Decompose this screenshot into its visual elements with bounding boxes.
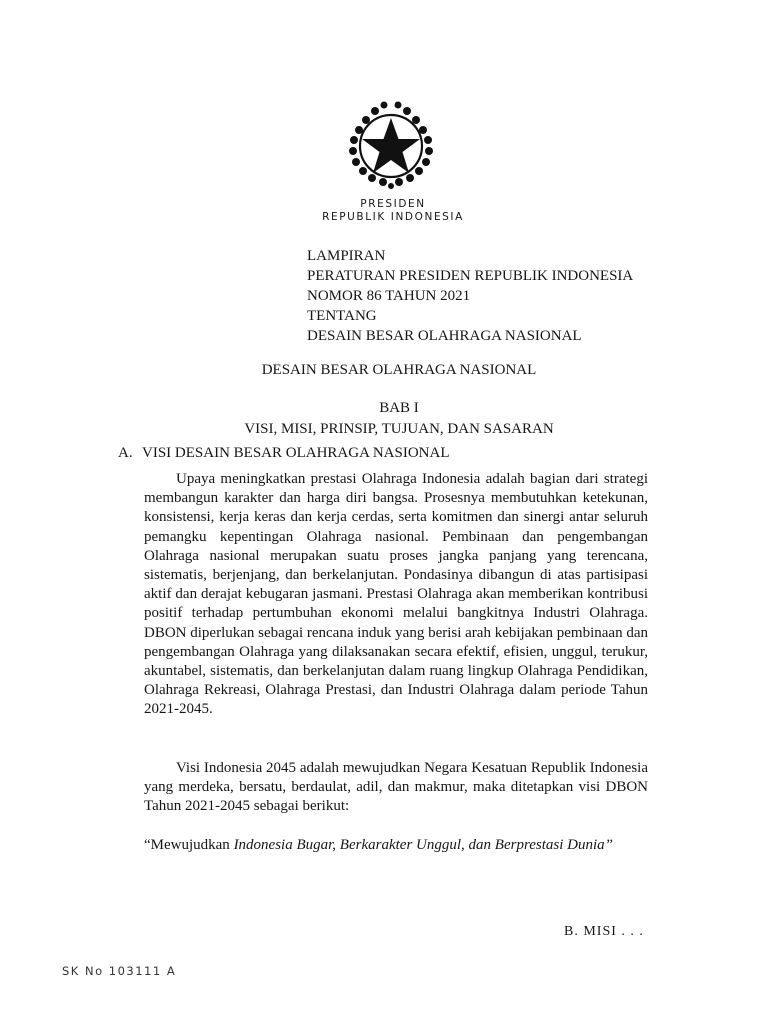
attachment-block bbox=[307, 246, 633, 346]
document-code: SK No 103111 A bbox=[62, 964, 177, 978]
regulation-name: PERATURAN PRESIDEN REPUBLIK INDONESIA bbox=[307, 268, 634, 284]
header-title-president: PRESIDEN bbox=[360, 198, 426, 210]
section-heading bbox=[118, 445, 450, 462]
vision-quote-prefix: “Mewujudkan bbox=[144, 837, 234, 853]
vision-quote-text: Indonesia Bugar, Berkarakter Unggul, dan Berprestasi Dunia” bbox=[233, 837, 613, 853]
garuda-star-wreath-emblem-icon bbox=[337, 96, 445, 192]
section-letter: A. bbox=[118, 445, 133, 461]
attachment-label: LAMPIRAN bbox=[307, 248, 386, 264]
chapter-title: VISI, MISI, PRINSIP, TUJUAN, DAN SASARAN bbox=[244, 421, 554, 437]
next-page-marker: B. MISI . . . bbox=[564, 924, 644, 939]
chapter-number: BAB I bbox=[379, 400, 419, 416]
header-title-republic: REPUBLIK INDONESIA bbox=[322, 211, 464, 223]
document-title: DESAIN BESAR OLAHRAGA NASIONAL bbox=[261, 362, 537, 378]
section-heading-text: VISI DESAIN BESAR OLAHRAGA NASIONAL bbox=[142, 445, 450, 461]
regulation-about-label: TENTANG bbox=[307, 308, 377, 324]
paragraph-1: Upaya meningkatkan prestasi Olahraga Indonesia adalah bagian dari strategi membangun karakter dan harga diri bangsa. Prosesnya membutuhkan ketekunan, konsistensi, kerja keras dan kerja cerdas, serta komitmen dan sinergi antar seluruh pemangku kepentingan Olahraga nasional. Pembinaan dan pengembangan Olahraga nasional merupakan suatu proses jangka panjang yang terencana, sistematis, berjenjang, dan berkelanjutan. Pondasinya dibangun di atas partisipasi aktif dan derajat kebugaran jasmani. Prestasi Olahraga akan memberikan kontribusi positif terhadap pertumbuhan ekonomi melalui bangkitnya Industri Olahraga. DBON diperlukan sebagai rencana induk yang berisi arah kebijakan pembinaan dan pengembangan Olahraga yang dilaksanakan secara efektif, efisien, unggul, terukur, akuntabel, sistematis, dan berkelanjutan dalam ruang lingkup Olahraga Pendidikan, Olahraga Rekreasi, Olahraga Prestasi, dan Industri Olahraga dalam periode Tahun 2021-2045. bbox=[144, 471, 648, 718]
regulation-number: NOMOR 86 TAHUN 2021 bbox=[307, 288, 471, 304]
regulation-subject: DESAIN BESAR OLAHRAGA NASIONAL bbox=[307, 328, 582, 344]
paragraph-2: Visi Indonesia 2045 adalah mewujudkan Negara Kesatuan Republik Indonesia yang merdeka, bersatu, berdaulat, adil, dan makmur, maka ditetapkan visi DBON Tahun 2021-2045 sebagai berikut: bbox=[144, 760, 648, 815]
vision-quote bbox=[144, 836, 654, 855]
